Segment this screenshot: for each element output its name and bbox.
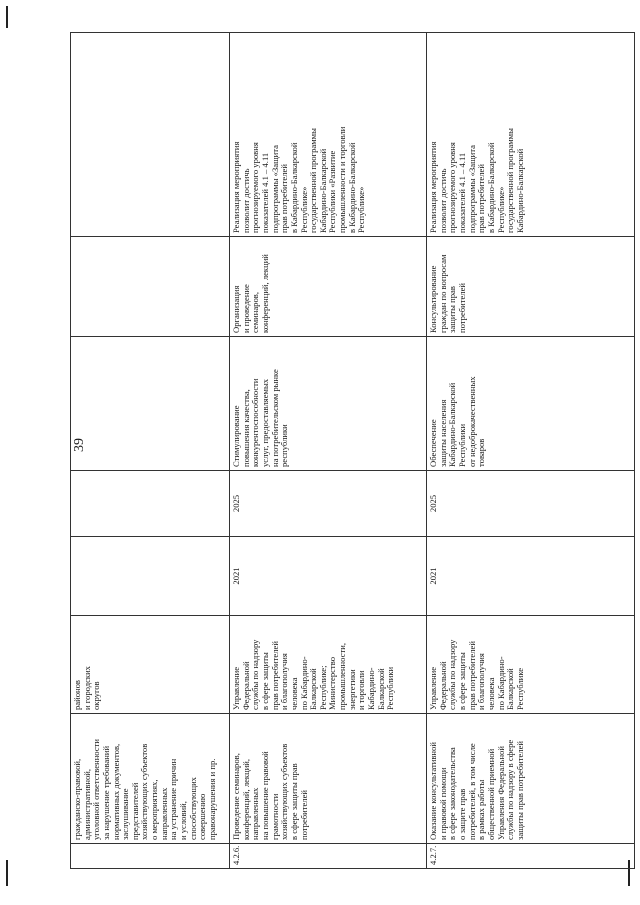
cell-start-year bbox=[71, 537, 230, 616]
binding-mark-bottom bbox=[6, 860, 8, 886]
cell-executor: районов и городских округов bbox=[71, 616, 230, 714]
measures-table-rotated bbox=[70, 33, 635, 869]
cell-executor: Управление Федеральной службы по надзору в сфере защиты прав потребителей и благополучия человека по Кабардино- Балкарской Республике; Министерство промышленности, энергетики и торговли Кабардино- Балкарской Республики bbox=[230, 616, 427, 714]
table-row bbox=[230, 33, 427, 869]
cell-number: 4.2.6. bbox=[230, 844, 427, 869]
table-row bbox=[71, 33, 230, 869]
page-number: 39 bbox=[72, 438, 87, 452]
cell-main-directions: Консультирование граждан по вопросам защиты прав потребителей bbox=[427, 237, 635, 337]
cell-number bbox=[71, 844, 230, 869]
cell-event: гражданско-правовой, административной, уголовной ответственности за нарушение требований нормативных документов, заслушивание представителей хозяйствующих субъектов о мероприятиях, направленных на устранение причин и условий, способствующих совершению правонарушения и пр. bbox=[71, 714, 230, 844]
cell-expected-result: Стимулирование повышения качества, конкурентоспособности услуг, предоставляемых на потребительском рынке республики bbox=[230, 337, 427, 471]
cell-expected-result: Обеспечение защиты населения Кабардино-Балкарской Республики от недоброкачественных товаров bbox=[427, 337, 635, 471]
cell-executor: Управление Федеральной службы по надзору в сфере защиты прав потребителей и благополучия человека по Кабардино- Балкарской Республике bbox=[427, 616, 635, 714]
cell-start-year: 2021 bbox=[427, 537, 635, 616]
cell-end-year: 2025 bbox=[230, 471, 427, 537]
cell-expected-result bbox=[71, 337, 230, 471]
cell-event: Проведение семинаров, конференций, лекций, направленных на повышение правовой грамотности хозяйствующих субъектов в сфере защиты прав потребителей bbox=[230, 714, 427, 844]
cell-event: Оказание консультативной и правовой помощи в сфере законодательства о защите прав потребителей, в том числе в рамках работы общественной приемной Управления Федеральной службы по надзору в сфере защиты прав потребителей bbox=[427, 714, 635, 844]
cell-main-directions: Организация и проведение семинаров, конференций, лекций bbox=[230, 237, 427, 337]
cell-end-year bbox=[71, 471, 230, 537]
cell-main-directions bbox=[71, 237, 230, 337]
cell-end-year: 2025 bbox=[427, 471, 635, 537]
cell-number: 4.2.7. bbox=[427, 844, 635, 869]
cell-indicator-link: Реализация мероприятия позволит достичь прогнозируемого уровня показателей 4.1 – 4.11 подпрограммы «Защита прав потребителей в Кабардино-Балкарской Республике» государственной программы Кабардино-Балкарской Республики «Развитие промышленности и торговли в Кабардино-Балкарской Республике» bbox=[230, 33, 427, 237]
table-row bbox=[427, 33, 635, 869]
measures-table bbox=[70, 32, 635, 869]
cell-indicator-link: Реализация мероприятия позволит достичь прогнозируемого уровня показателей 4.1 – 4.11 подпрограммы «Защита прав потребителей в Кабардино-Балкарской Республике» государственной программы Кабардино-Балкарской bbox=[427, 33, 635, 237]
binding-mark-top bbox=[6, 6, 8, 28]
cell-indicator-link bbox=[71, 33, 230, 237]
cell-start-year: 2021 bbox=[230, 537, 427, 616]
